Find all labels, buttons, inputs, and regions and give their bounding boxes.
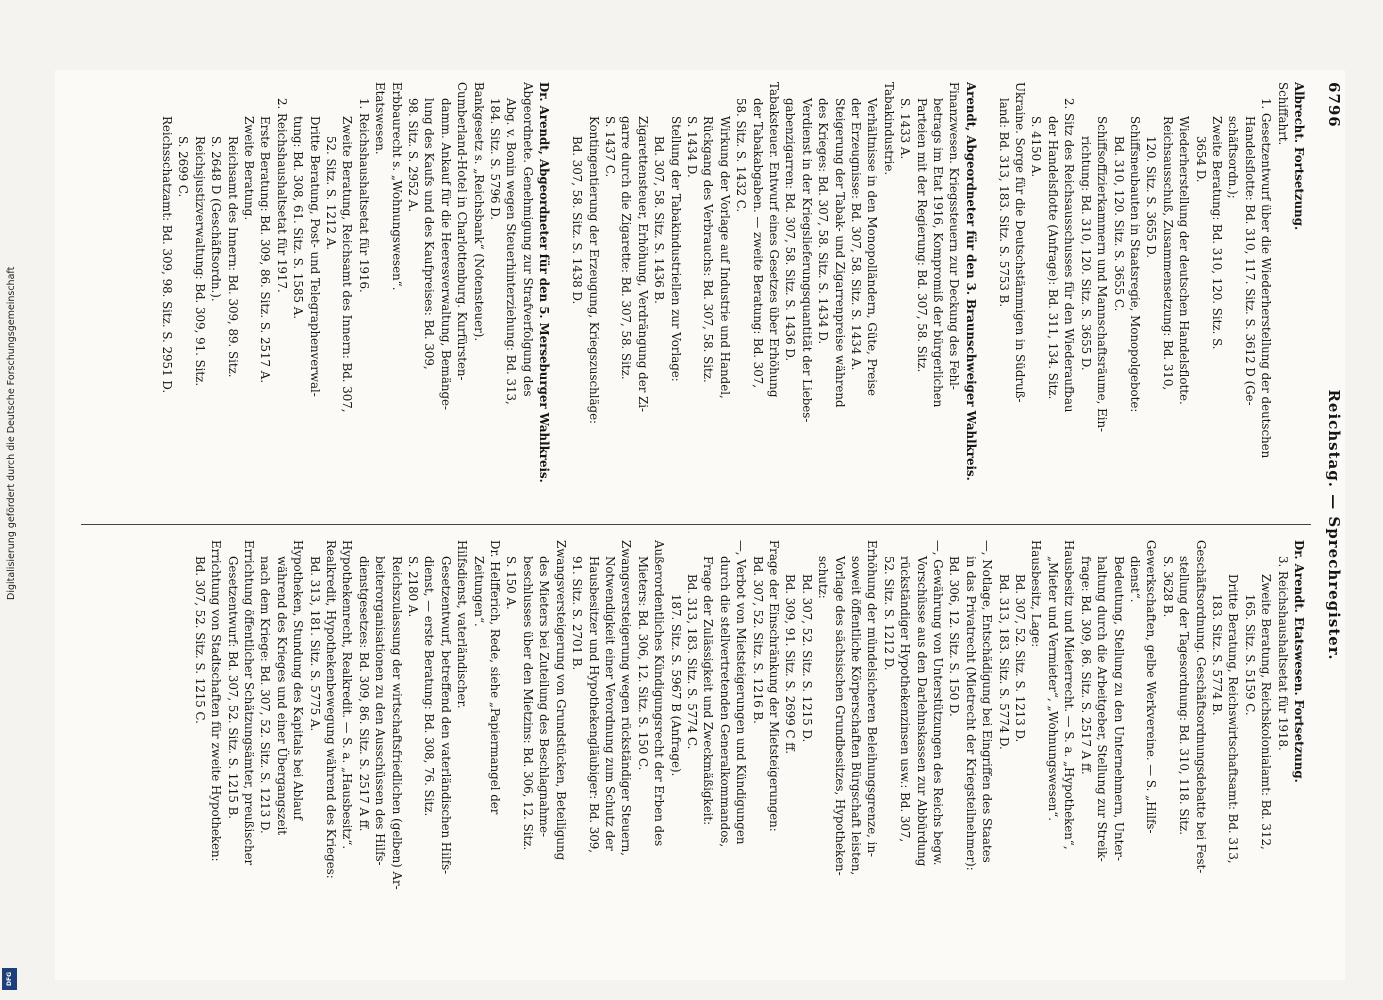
register-line: Albrecht. Fortsetzung. [1292, 82, 1306, 231]
register-line: Reichsjustizverwaltung: Bd. 309, 91. Sitz. [192, 136, 207, 387]
register-line: nach dem Kriege: Bd. 307, 52. Sitz. S. 1213 D. [258, 556, 273, 834]
register-line: Zweite Beratung. [242, 116, 256, 221]
register-line: rückständiger Hypothekenzinsen usw.: Bd. 307, [898, 556, 913, 843]
register-line: Bd. 310, 120. Sitz. S. 3655 C. [1111, 136, 1126, 312]
register-line: 2. Sitz des Reichsausschusses für den Wiederaufbau [1062, 98, 1077, 413]
register-line: 52. Sitz. S. 1212 D. [881, 556, 896, 671]
register-line: Vorlage des sächsischen Grundbesitzes, Hypotheken- [832, 556, 847, 876]
register-line: Realkredit, Hypothekenbewegung während des Krieges: [324, 540, 339, 879]
register-line: Erhöhung der mündelsicheren Beleihungsgrenze, in- [865, 540, 880, 858]
dfg-logo: DFG [2, 968, 17, 990]
register-line: Reichsausschuß, Zusammensetzung: Bd. 310, [1160, 116, 1175, 391]
register-line: des Mieters bei Zuteilung des Beschlagnahme- [537, 556, 552, 837]
register-line: Dr. Arendt, Abgeordneter für den 5. Merseburger Wahlkreis. [537, 82, 552, 483]
register-line: 120. Sitz. S. 3655 D. [1144, 136, 1159, 259]
register-column-right [67, 540, 1307, 965]
register-line: Außerordentliches Kündigungsrecht der Erben des [652, 540, 667, 847]
register-line: Zwangsversteigerung wegen rückständiger Steuern, [619, 540, 634, 857]
register-line: Reichsschatzamt: Bd. 309, 98. Sitz. S. 2951 D. [159, 116, 174, 394]
register-line: in das Privatrecht (Mietrecht der Kriegsteilnehmer): [963, 556, 978, 871]
register-line: S. 2699 C. [176, 136, 191, 198]
register-line: Zigarettensteuer, Erhöhung, Verdrängung der Zi- [635, 116, 650, 413]
register-line: richtung: Bd. 310, 120. Sitz. S. 3655 D. [1078, 136, 1093, 371]
register-line: Arendt, Abgeordneter für den 3. Braunschweiger Wahlkreis. [963, 82, 978, 481]
register-line: haltung durch die Arbeitgeber, Stellung zur Streik- [1095, 556, 1110, 862]
register-line: Frage der Einschränkung der Mietsteigerungen: [767, 540, 781, 832]
register-line: Hausbesitzer und Hypothekengläubiger: Bd. 309, [586, 556, 601, 853]
register-line: garre durch die Zigarette: Bd. 307, 58. Sitz. [619, 116, 634, 380]
register-line: Gesetzentwurf, betreffend den vaterländischen Hilfs- [438, 556, 453, 875]
register-line: 91. Sitz. S. 2701 B. [570, 556, 585, 671]
register-line: dienst“. [1127, 556, 1142, 603]
register-line: Erbbaurecht s. „Wohnungswesen“. [389, 82, 404, 291]
register-line: stellung der Tagesordnung: Bd. 310, 118. Sitz. [1177, 556, 1192, 835]
page-header [1319, 82, 1345, 968]
register-line: —, Verbot von Mietsteigerungen und Kündigungen [734, 540, 749, 845]
register-line: Hausbesitz, Lage: [1029, 540, 1044, 648]
register-line: Etatswesen. [373, 82, 388, 155]
register-line: Erste Beratung: Bd. 309, 86. Sitz. S. 2517 A. [258, 116, 273, 384]
register-line: Bd. 306, 12. Sitz. S. 150 D. [947, 556, 962, 717]
register-line: Hypotheken, Stundung des Kapitals bei Ablauf [291, 540, 306, 820]
register-line: Tabaksteuer. Entwurf eines Gesetzes über Erhöhung [767, 82, 781, 398]
register-line: beiterorganisationen zu den Ausschüssen des Hilfs- [373, 556, 388, 866]
register-line: Mieters: Bd. 306, 12. Sitz. S. 150 C. [635, 556, 650, 771]
register-line: —, Notlage, Entschädigung bei Eingriffen des Staates [980, 540, 995, 863]
register-line: Ukraine. Sorge für die Deutschstämmigen in Südruß- [1013, 82, 1028, 403]
register-line: tung: Bd. 308, 61. Sitz. S. 1585 A. [291, 116, 306, 319]
register-line: Zwangsversteigerung von Grundstücken, Beteiligung [553, 540, 568, 861]
register-line: 98. Sitz. S. 2952 A. [406, 98, 421, 213]
register-line: Bd. 313, 183. Sitz. S. 5774 D. [996, 574, 1011, 750]
register-line: Zweite Beratung, Reichsamt des Innern: Bd. 307, [340, 116, 355, 413]
register-line: Vorschüsse aus den Darlehnskassen zur Abbürdung [914, 556, 929, 867]
register-line: Parteien mit der Regierung: Bd. 307, 58. Sitz. [914, 98, 929, 373]
register-line [552, 82, 568, 507]
register-line: der Tabakabgaben. — zweite Beratung: Bd. 307, [750, 98, 765, 389]
register-line: 183. Sitz. S. 5774 B. [1209, 594, 1224, 716]
register-line: des Krieges: Bd. 307, 58. Sitz. S. 1434 D. [816, 98, 831, 345]
register-line: lung des Kaufs und des Kaufpreises: Bd. 309, [422, 98, 437, 370]
register-line: Cumberland-Hotel in Charlottenburg. Kurfürsten- [455, 82, 470, 381]
register-line: beschlusses über den Mietzins: Bd. 306, 12. Sitz. [520, 556, 535, 851]
register-line: Abgeordnete. Genehmigung zur Strafverfolgung des [520, 82, 535, 397]
register-line: Zweite Beratung: Bd. 310, 120. Sitz. S. [1209, 116, 1224, 350]
register-line: Dr. Arendt. Etatswesen. Fortsetzung. [1292, 540, 1306, 783]
register-line [979, 82, 995, 507]
register-line: Tabakindustrie. [881, 82, 896, 176]
register-line: Geschäftsordnung. Geschäftsordnungsdebatte bei Fest- [1193, 540, 1208, 874]
register-line: S. 3628 B. [1160, 556, 1175, 618]
register-line: Gesetzentwurf: Bd. 307, 52. Sitz. S. 1215 B. [225, 556, 240, 820]
register-line: Bedeutung, Stellung zu den Unternehmern, Unter- [1111, 556, 1126, 861]
register-line: Reichsamt des Innern: Bd. 309, 89. Sitz. [225, 136, 240, 378]
register-line: Rückgang des Verbrauchs: Bd. 307, 58. Sitz. [701, 116, 716, 383]
page-title: Reichstag. — Sprechregister. [1325, 389, 1343, 661]
register-line: —, Gewährung von Unterstützungen des Reichs begw. [931, 540, 946, 866]
register-line: Kontingentierung der Erzeugung, Kriegszuschläge: [586, 116, 601, 425]
register-line: Hilfsdienst, vaterländischer. [455, 540, 470, 709]
register-line: S. 1433 A. [898, 98, 913, 160]
register-line: Verhältnisse in den Monopolländern, Güte, Preise [865, 98, 880, 397]
register-line: „Mieter und Vermieter“, „Wohnungswesen“. [1045, 556, 1060, 822]
register-line: Bd. 307, 58. Sitz. S. 1436 B. [652, 136, 667, 304]
register-line: 52. Sitz. S. 1212 A. [324, 136, 339, 251]
page-number: 6796 [1325, 82, 1343, 128]
rotated-page-content [55, 70, 1345, 980]
register-line: frage: Bd. 309, 86. Sitz. S. 2517 A ff. [1078, 556, 1093, 775]
register-line: Errichtung öffentlicher Schätzungsämter, preußischer [242, 540, 256, 866]
register-line: Hausbesitz und Mieterrecht. — S. a. „Hypotheken“, [1062, 540, 1077, 850]
register-line: Abg. v. Bonin wegen Steuerhinterziehung: Bd. 313, [504, 98, 519, 405]
register-line: Reichszulassung der wirtschaftsfriedlichen (gelben) Ar- [389, 556, 404, 890]
register-line: 58. Sitz. S. 1432 C. [734, 98, 749, 213]
register-line: 184. Sitz. S. 5796 D. [488, 98, 503, 221]
register-line: Wirkung der Vorlage auf Industrie und Handel, [717, 116, 732, 399]
register-line: dienst, — erste Beratung: Bd. 308, 76. Sitz. [422, 556, 437, 817]
register-line: soweit öffentliche Körperschaften Bürgschaft leisten, [849, 556, 864, 876]
column-divider [81, 524, 1311, 525]
register-line: betrags im Etat 1916, Kompromiß der bürgerlichen [931, 98, 946, 408]
register-line: Dr. Helfferich, Rede, siehe „Papiermangel der [488, 540, 503, 815]
register-line: durch die stellvertretenden Generalkommandos, [717, 556, 732, 848]
register-line: Wiederherstellung der deutschen Handelsflotte. [1177, 116, 1192, 405]
register-line: Bd. 307, 52. Sitz. S. 1213 D. [1013, 574, 1028, 743]
register-line: damm. Ankauf für die Heeresverwaltung, Bemänge- [438, 98, 453, 410]
register-line: gabenzigarren: Bd. 307, 58. Sitz. S. 1436 D. [783, 98, 798, 362]
register-line: Schiffsoffizierkammern und Mannschaftsräume, Ein- [1095, 116, 1110, 433]
register-line: Schiffsneubauten in Staatsregie, Monopolgebote: [1127, 116, 1142, 413]
register-line: Steigerung der Tabak- und Zigarrenpreise während [832, 98, 847, 408]
register-line: der Handelsflotte (Anfrage): Bd. 311, 134. Sitz. [1045, 116, 1060, 400]
register-line: 3654 D. [1193, 136, 1208, 183]
register-line: S. 150 A. [504, 556, 519, 610]
register-line: 187. Sitz. S. 5967 B (Anfrage). [668, 594, 683, 777]
register-line: Bd. 307, 52. Sitz. S. 1215 D. [799, 574, 814, 743]
register-line: S. 4150 A. [1029, 116, 1044, 178]
register-line: Dritte Beratung, Reichswirtschaftsamt: Bd. 313, [1226, 574, 1241, 864]
register-line: dienstgesetzes: Bd. 309, 86. Sitz. S. 2517 A ff. [356, 556, 371, 832]
register-line: Notwendigkeit einer Verordnung zum Schutz der [602, 556, 617, 851]
register-line: S. 1437 C. [602, 116, 617, 178]
register-line: Handelsflotte: Bd. 310, 117. Sitz. S. 3612 D (Ge- [1242, 116, 1257, 406]
register-line: Hypothekenrecht, Realkredit. — S. a. „Hausbesitz“. [340, 540, 355, 850]
register-line: S. 1434 D. [684, 116, 699, 178]
register-line: Gewerkschaften, gelbe Werkvereine. — S. „Hilfs- [1144, 540, 1159, 834]
register-line: Schiffahrt. [1275, 82, 1290, 146]
register-line: 2. Reichshaushaltsetat für 1917. [274, 98, 289, 293]
register-line: land: Bd. 313, 183. Sitz. S. 5753 B. [996, 98, 1011, 308]
register-line: Bd. 313, 183. Sitz. S. 5774 C. [684, 574, 699, 750]
register-line: 3. Reichshaushaltsetat für 1918. [1275, 556, 1290, 751]
register-line: der Erzeugnisse: Bd. 307, 58. Sitz. S. 1434 A. [849, 98, 864, 371]
register-line: Bd. 309, 91. Sitz. S. 2699 C ff. [783, 574, 798, 754]
register-line: S. 2648 D (Geschäftsordn.). [209, 136, 224, 302]
register-line: Zweite Beratung, Reichskolonialamt: Bd. 312, [1259, 574, 1274, 850]
register-line: Bd. 313, 181. Sitz. S. 5775 A. [307, 556, 322, 732]
scanned-page [55, 70, 1345, 980]
register-line: 165. Sitz. S. 5159 C. [1242, 594, 1257, 716]
register-line: S. 2180 A. [406, 556, 421, 618]
register-column-left [67, 82, 1307, 507]
register-line: schutz: [816, 556, 831, 599]
register-line: Bankgesetz s. „Reichsbank“ (Notensteuer). [471, 82, 486, 342]
register-line: Zeitungen“. [471, 556, 486, 627]
register-line: 1. Gesetzentwurf über die Wiederherstellung der deutschen [1259, 98, 1274, 459]
register-line: Stellung der Tabakindustriellen zur Vorlage: [668, 116, 683, 382]
register-line: Verdienst in der Kriegslieferungsquantität der Liebes- [799, 98, 814, 423]
register-line: Bd. 307, 52. Sitz. S. 1216 B. [750, 556, 765, 724]
digitization-credit: Digitalisierung gefördert durch die Deutsche Forschungsgemeinschaft [6, 266, 17, 600]
register-line: schäftsordn.); [1226, 116, 1241, 199]
register-line: Errichtung von Stadtschaften für zweite Hypotheken: [209, 540, 224, 862]
register-line: Frage der Zulässigkeit und Zweckmäßigkeit: [701, 556, 716, 826]
register-line: Finanzwesen. Kriegssteuern zur Deckung des Fehl- [947, 82, 962, 390]
register-line: während des Krieges und einer Übergangszeit [274, 556, 289, 835]
register-line: Bd. 307, 58. Sitz. S. 1438 D. [570, 136, 585, 305]
register-line: 1. Reichshaushaltsetat für 1916. [356, 98, 371, 293]
register-line: Dritte Beratung, Post- und Telegraphenverwal- [307, 116, 322, 397]
register-line: Bd. 307, 52. Sitz. S. 1215 C. [192, 556, 207, 724]
